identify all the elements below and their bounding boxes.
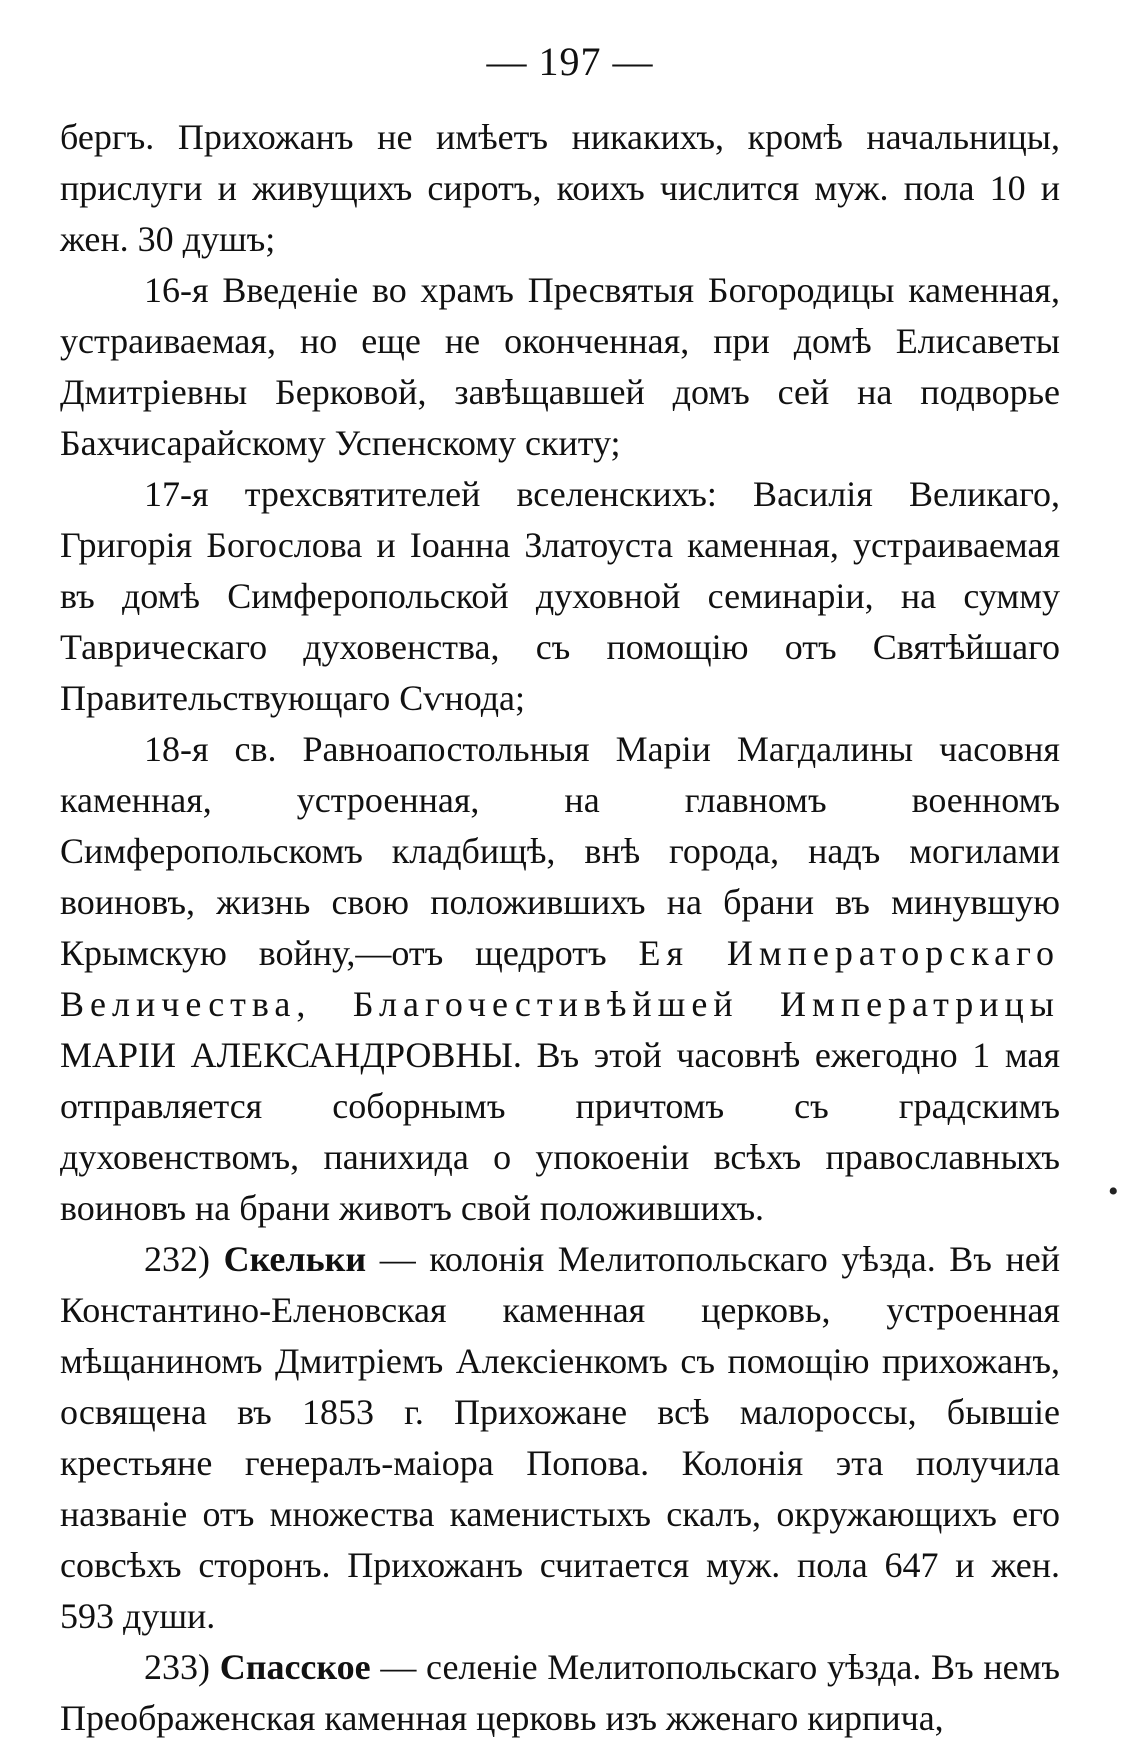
text-body bbox=[60, 112, 1060, 1744]
entry-232 bbox=[60, 1234, 1060, 1642]
paragraph-item-18-text: 18-я св. Равноапостольныя Маріи Магдалины часовня каменная, устроенная, на главномъ военномъ Симферопольскомъ кладбищѣ, внѣ города, надъ могилами воиновъ, жизнь свою положившихъ на брани въ минувшую Крымскую войну,—отъ щедротъ bbox=[60, 729, 1060, 973]
entry-text: — селеніе Мелитопольскаго уѣзда. Въ немъ Преображенская каменная церковь изъ жженаго кирпича, bbox=[60, 1647, 1061, 1738]
entry-number: 232) bbox=[144, 1239, 210, 1279]
margin-dot-mark: • bbox=[1108, 1175, 1119, 1208]
page-number: — 197 — bbox=[486, 39, 654, 84]
paragraph-item-16: 16-я Введеніе во храмъ Пресвятыя Богородицы каменная, устраиваемая, но еще не оконченная, при домѣ Елисаветы Дмитріевны Берковой, завѣщавшей домъ сей на подворье Бахчисарайскому Успенскому скиту; bbox=[60, 270, 1060, 463]
entry-233 bbox=[60, 1642, 1060, 1744]
entry-place-name: Спасское bbox=[219, 1647, 371, 1687]
entry-place-name: Скельки bbox=[223, 1239, 367, 1279]
paragraph-item-18 bbox=[60, 724, 1060, 1234]
paragraph-item-18-continuation: Въ этой часовнѣ ежегодно 1 мая отправляется соборнымъ причтомъ съ градскимъ духовенствомъ, панихида о упокоеніи всѣхъ православныхъ воиновъ на брани животъ свой положившихъ. bbox=[60, 1035, 1061, 1228]
entry-text: — колонія Мелитопольскаго уѣзда. Въ ней Константино-Еленовская каменная церковь, устроенная мѣщаниномъ Дмитріемъ Алексіенкомъ съ помощію прихожанъ, освящена въ 1853 г. Прихожане всѣ малороссы, бывшіе крестьяне генералъ-маіора Попова. Колонія эта получила названіе отъ множества каменистыхъ скалъ, окружающихъ его совсѣхъ сторонъ. Прихожанъ считается муж. пола 647 и жен. 593 души. bbox=[60, 1239, 1061, 1636]
entry-number: 233) bbox=[144, 1647, 210, 1687]
empress-name: МАРІИ АЛЕКСАНДРОВНЫ. bbox=[60, 1035, 522, 1075]
imperial-title-spaced: Ея Императорскаго Величества, Благочестивѣйшей Императрицы bbox=[60, 933, 1060, 1024]
paragraph-continuation: бергъ. Прихожанъ не имѣетъ никакихъ, кромѣ начальницы, прислуги и живущихъ сиротъ, коихъ числится муж. пола 10 и жен. 30 душъ; bbox=[60, 117, 1060, 259]
paragraph-item-17: 17-я трехсвятителей вселенскихъ: Василія Великаго, Григорія Богослова и Іоанна Златоуста каменная, устраиваемая въ домѣ Симферопольской духовной семинаріи, на сумму Таврическаго духовенства, съ помощію отъ Святѣйшаго Правительствующаго Сѵнода; bbox=[60, 474, 1060, 718]
